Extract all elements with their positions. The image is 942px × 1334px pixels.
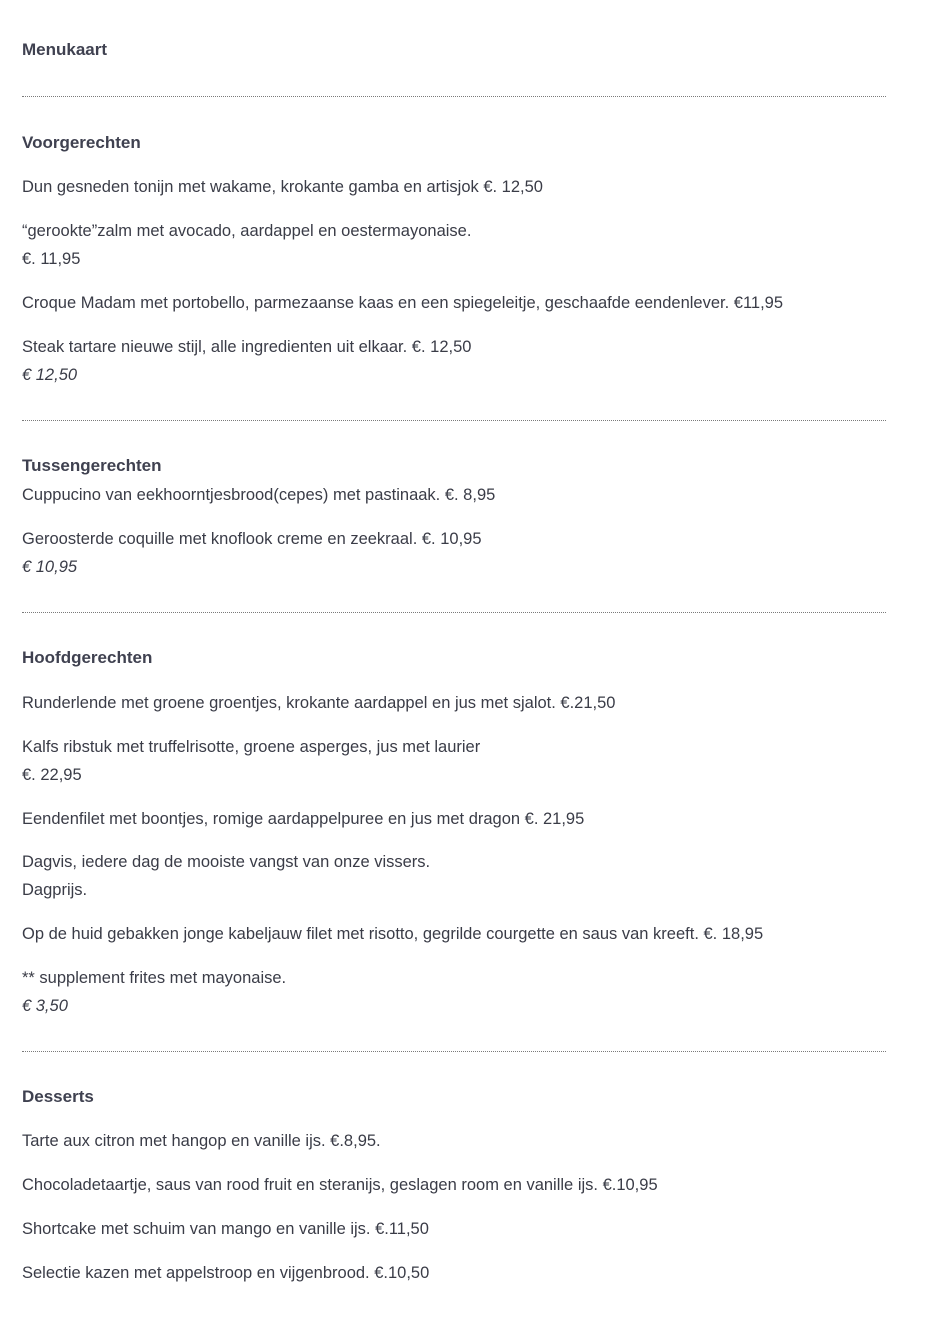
menu-item-price: € 3,50: [22, 997, 68, 1015]
menu-item: Steak tartare nieuwe stijl, alle ingredienten uit elkaar. €. 12,50: [22, 338, 472, 356]
menu-item: Geroosterde coquille met knoflook creme en zeekraal. €. 10,95: [22, 530, 482, 548]
menu-item-price: € 10,95: [22, 558, 78, 576]
section-divider: [22, 96, 886, 97]
menu-item-price: Dagprijs.: [22, 881, 88, 899]
page-title: Menukaart: [22, 40, 108, 59]
menu-item: Shortcake met schuim van mango en vanille ijs. €.11,50: [22, 1220, 429, 1238]
menu-item: Runderlende met groene groentjes, krokante aardappel en jus met sjalot. €.21,50: [22, 694, 616, 712]
menu-item-price: € 12,50: [22, 366, 78, 384]
section-divider: [22, 420, 886, 421]
section-heading-desserts: Desserts: [22, 1087, 94, 1106]
menu-item: Croque Madam met portobello, parmezaanse kaas en een spiegeleitje, geschaafde eendenlever. €11,95: [22, 294, 784, 312]
menu-item: Selectie kazen met appelstroop en vijgenbrood. €.10,50: [22, 1264, 430, 1282]
menu-item-price: €. 22,95: [22, 766, 82, 784]
menu-item: Eendenfilet met boontjes, romige aardappelpuree en jus met dragon €. 21,95: [22, 810, 585, 828]
menu-item-price: €. 11,95: [22, 250, 81, 268]
menu-item: Chocoladetaartje, saus van rood fruit en steranijs, geslagen room en vanille ijs. €.10,95: [22, 1176, 658, 1194]
section-heading-hoofdgerechten: Hoofdgerechten: [22, 648, 153, 667]
menu-item: Dun gesneden tonijn met wakame, krokante gamba en artisjok €. 12,50: [22, 178, 543, 196]
section-divider: [22, 1051, 886, 1052]
section-heading-tussengerechten: Tussengerechten: [22, 456, 162, 475]
menu-item: Dagvis, iedere dag de mooiste vangst van onze vissers.: [22, 853, 431, 871]
section-divider: [22, 612, 886, 613]
menu-item: Tarte aux citron met hangop en vanille ijs. €.8,95.: [22, 1132, 381, 1150]
menu-item: Cuppucino van eekhoorntjesbrood(cepes) met pastinaak. €. 8,95: [22, 486, 496, 504]
menu-item: “gerookte”zalm met avocado, aardappel en oestermayonaise.: [22, 222, 472, 240]
menu-item: Op de huid gebakken jonge kabeljauw filet met risotto, gegrilde courgette en saus van kreeft. €. 18,95: [22, 925, 764, 943]
menu-item: ** supplement frites met mayonaise.: [22, 969, 287, 987]
menu-item: Kalfs ribstuk met truffelrisotte, groene asperges, jus met laurier: [22, 738, 481, 756]
section-heading-voorgerechten: Voorgerechten: [22, 133, 141, 152]
